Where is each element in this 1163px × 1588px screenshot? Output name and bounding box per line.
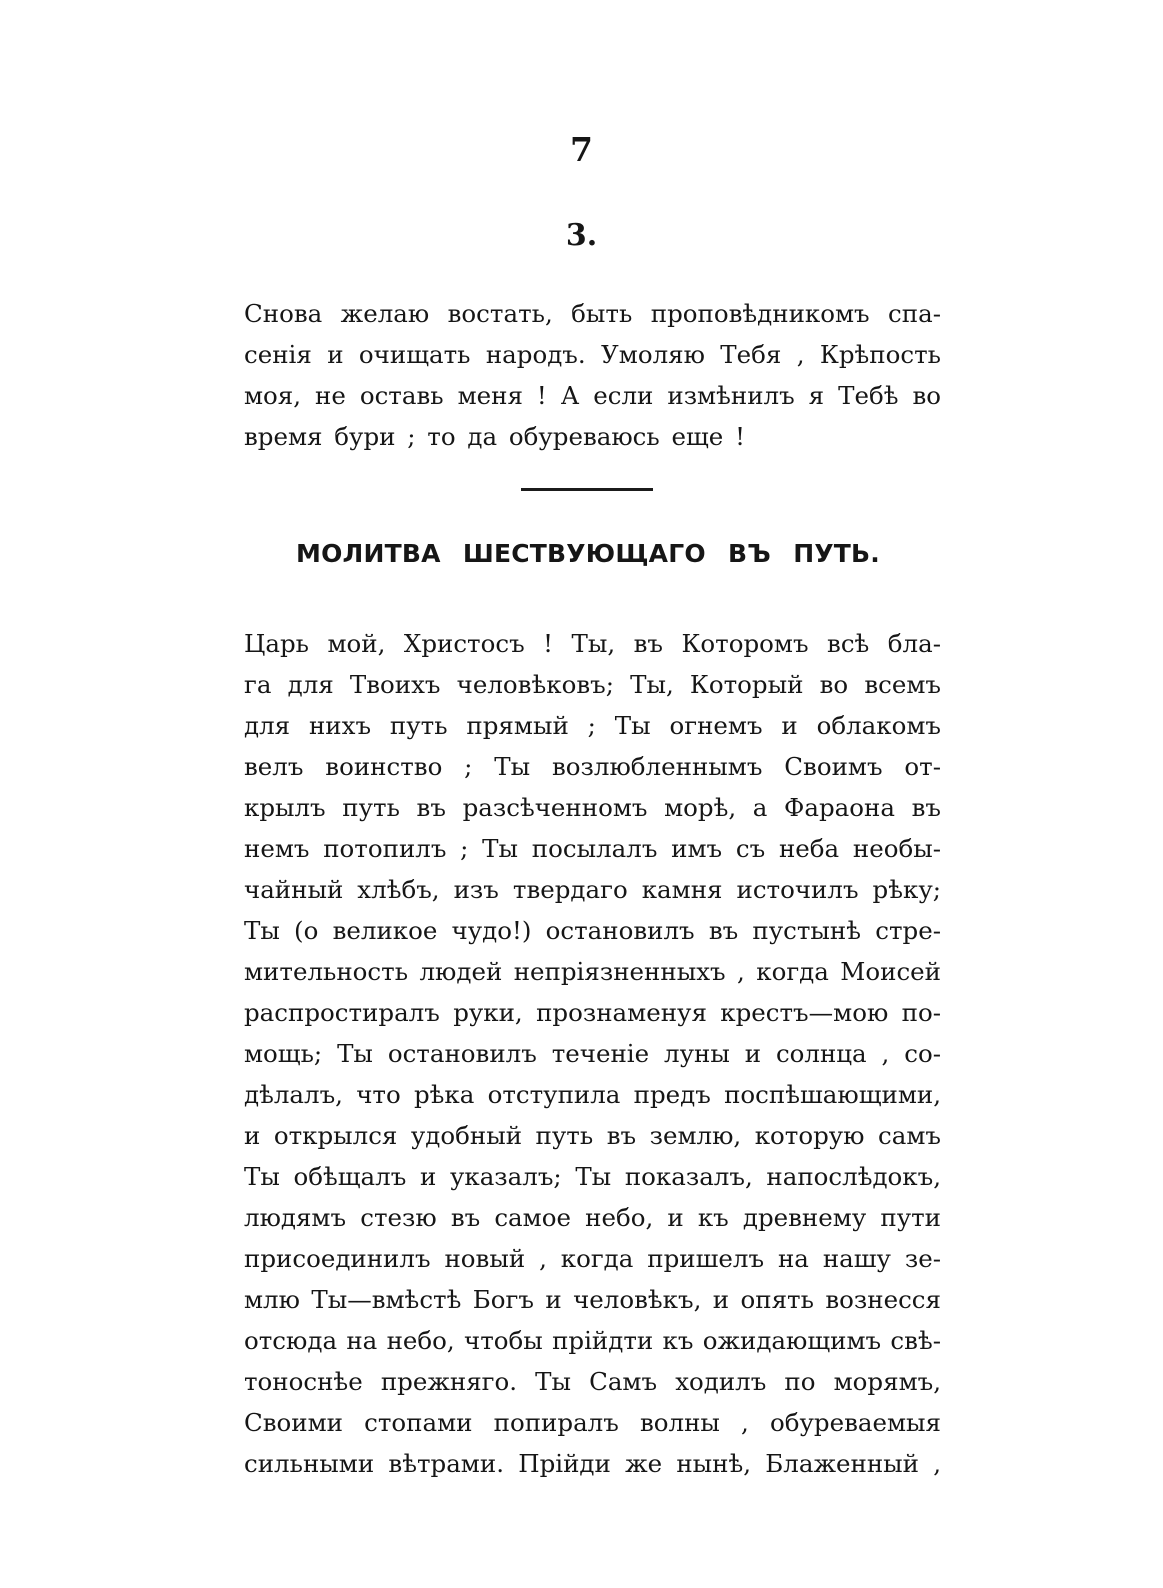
- prayer-line: мительность людей непріязненныхъ , когда Моисей: [244, 957, 941, 986]
- section-3-line: сенія и очищать народъ. Умоляю Тебя , Крѣпость: [244, 340, 941, 369]
- prayer-line: и открылся удобный путь въ землю, которую самъ: [244, 1121, 941, 1150]
- prayer-line: тоноснѣе прежняго. Ты Самъ ходилъ по морямъ,: [244, 1367, 941, 1396]
- prayer-title: МОЛИТВА ШЕСТВУЮЩАГО ВЪ ПУТЬ.: [296, 539, 880, 568]
- section-number: 3.: [565, 218, 598, 253]
- prayer-line: немъ потопилъ ; Ты посылалъ имъ съ неба необы-: [244, 834, 941, 863]
- prayer-line: присоединилъ новый , когда пришелъ на нашу зе-: [244, 1244, 941, 1273]
- prayer-line: га для Твоихъ человѣковъ; Ты, Который во всемъ: [244, 670, 941, 699]
- prayer-line: Ты (о великое чудо!) остановилъ въ пустынѣ стре-: [244, 916, 941, 945]
- section-divider: [521, 488, 653, 491]
- prayer-text: [244, 623, 941, 1484]
- prayer-line: мощь; Ты остановилъ теченіе луны и солнца , со-: [244, 1039, 941, 1068]
- prayer-line: Своими стопами попиралъ волны , обуреваемыя: [244, 1408, 941, 1437]
- prayer-line: Ты обѣщалъ и указалъ; Ты показалъ, напослѣдокъ,: [244, 1162, 941, 1191]
- prayer-line: крылъ путь въ разсѣченномъ морѣ, а Фараона въ: [244, 793, 941, 822]
- section-3-line: время бури ; то да обуреваюсь еще !: [244, 422, 745, 451]
- prayer-line: распростиралъ руки, прознаменуя крестъ—мою по-: [244, 998, 941, 1027]
- prayer-line: дѣлалъ, что рѣка отступила предъ поспѣшающими,: [244, 1080, 941, 1109]
- section-3-line: моя, не оставь меня ! А если измѣнилъ я Тебѣ во: [244, 381, 941, 410]
- prayer-line: отсюда на небо, чтобы прійдти къ ожидающимъ свѣ-: [244, 1326, 941, 1355]
- prayer-line: Царь мой, Христосъ ! Ты, въ Которомъ всѣ бла-: [244, 629, 941, 658]
- section-3-text: [244, 293, 941, 457]
- prayer-line: млю Ты—вмѣстѣ Богъ и человѣкъ, и опять вознесся: [244, 1285, 941, 1314]
- prayer-line: для нихъ путь прямый ; Ты огнемъ и облакомъ: [244, 711, 941, 740]
- prayer-line: людямъ стезю въ самое небо, и къ древнему пути: [244, 1203, 941, 1232]
- section-3-line: Снова желаю востать, быть проповѣдникомъ спа-: [244, 299, 941, 328]
- prayer-line: чайный хлѣбъ, изъ твердаго камня источилъ рѣку;: [244, 875, 941, 904]
- page-number: 7: [570, 130, 593, 169]
- prayer-line: велъ воинство ; Ты возлюбленнымъ Своимъ от-: [244, 752, 941, 781]
- prayer-line: сильными вѣтрами. Прійди же нынѣ, Блаженный ,: [244, 1449, 941, 1478]
